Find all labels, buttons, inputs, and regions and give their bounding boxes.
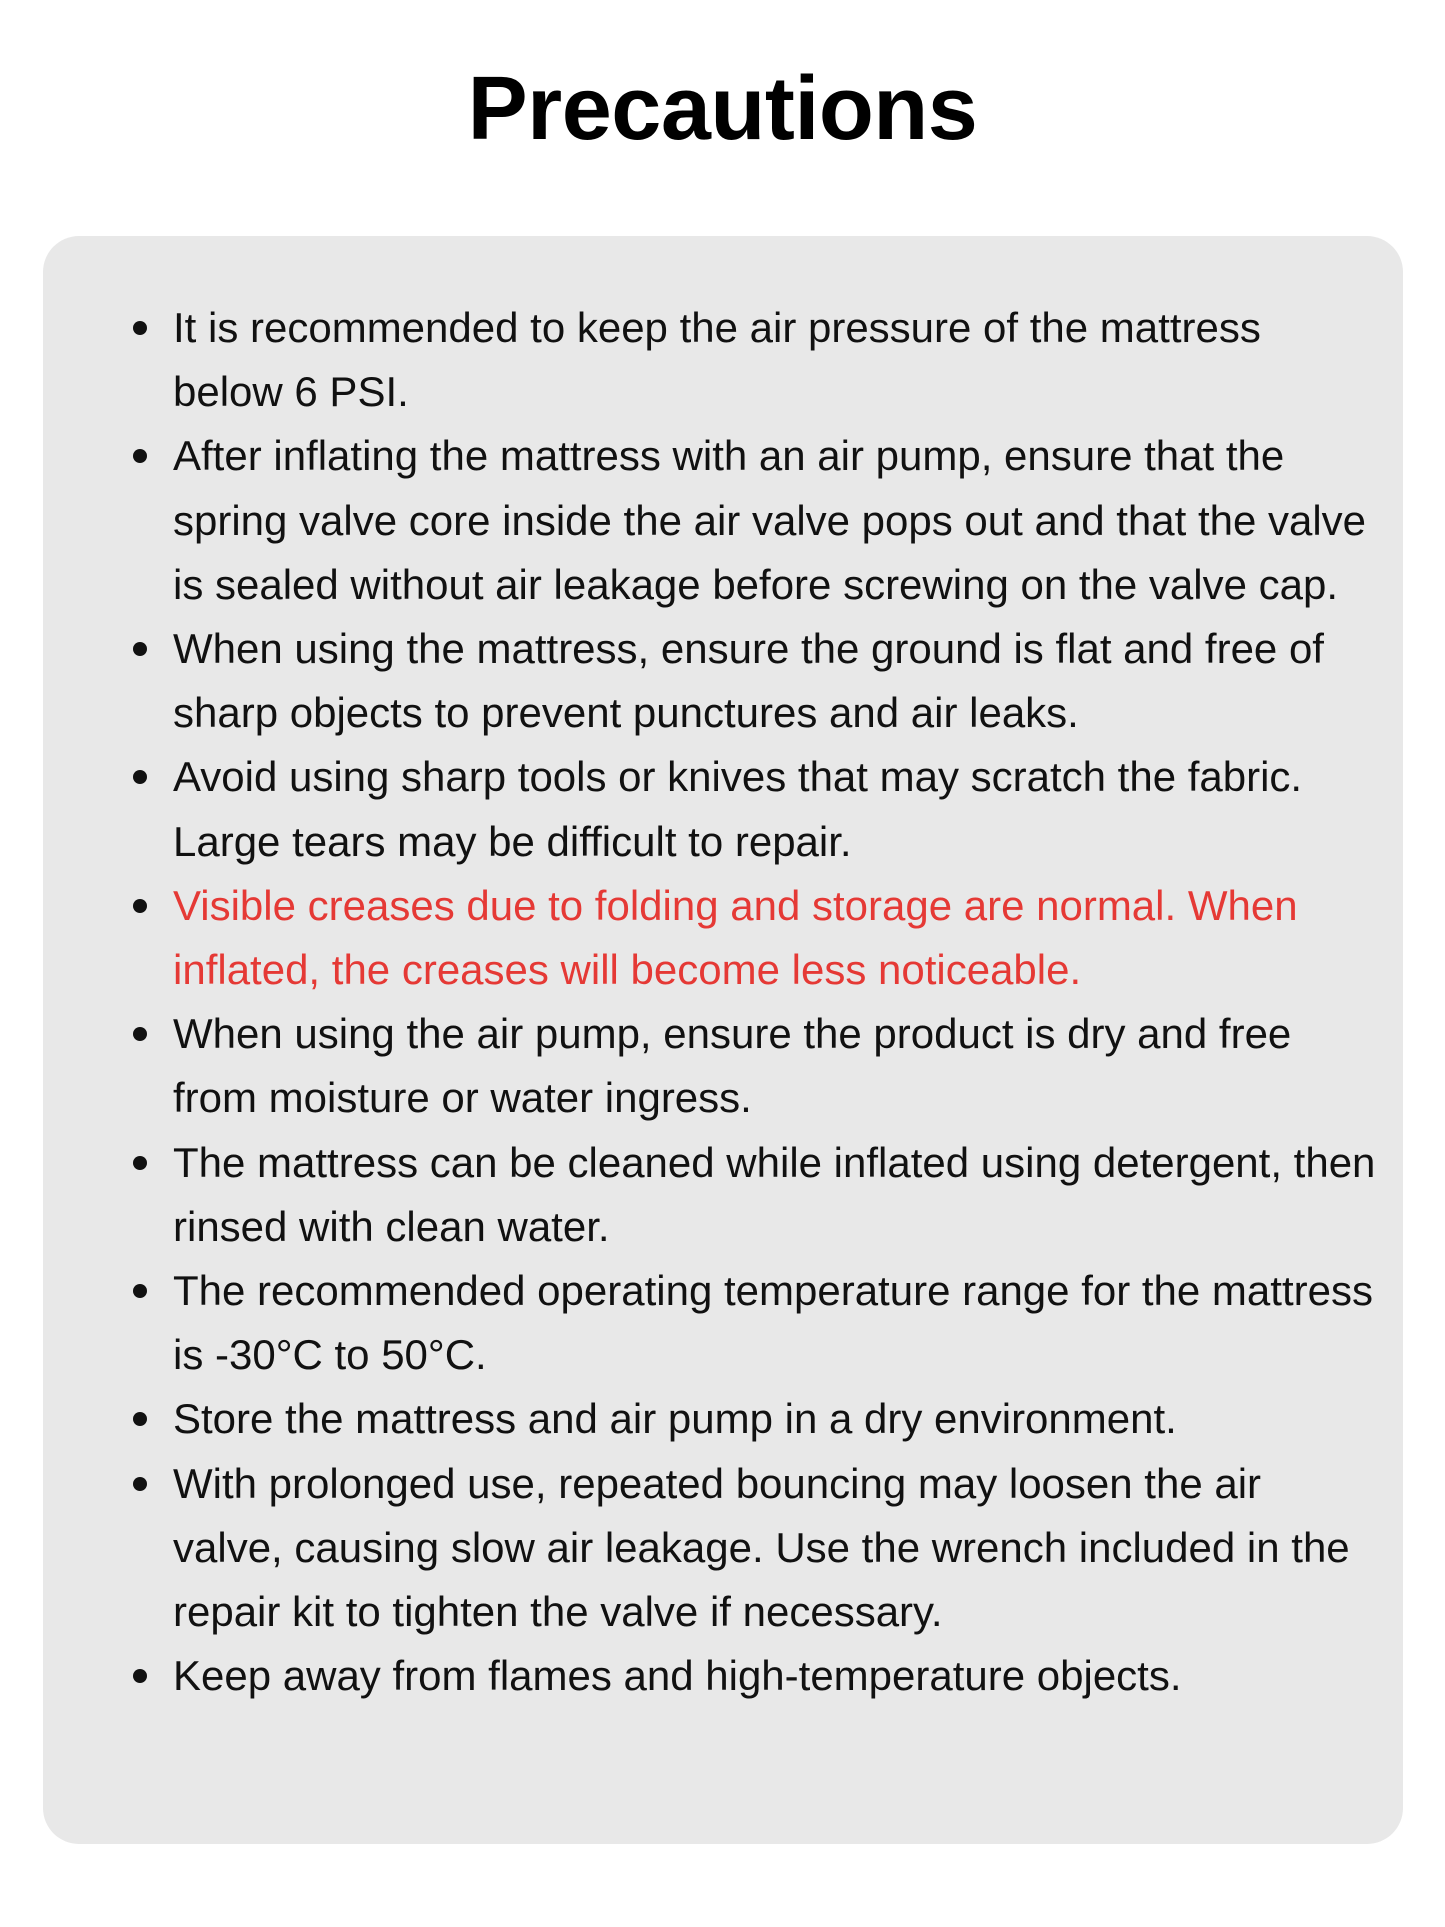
list-item-text: It is recommended to keep the air pressure of the mattress below 6 PSI. [173, 304, 1261, 416]
list-item [91, 1259, 1381, 1387]
list-item-text: When using the mattress, ensure the ground is flat and free of sharp objects to prevent punctures and air leaks. [173, 625, 1324, 737]
list-item-text: Keep away from flames and high-temperature objects. [173, 1652, 1182, 1700]
bullet-icon [133, 899, 147, 913]
list-item-highlighted [91, 874, 1381, 1002]
list-item [91, 1452, 1381, 1645]
list-item-text: When using the air pump, ensure the product is dry and free from moisture or water ingress. [173, 1010, 1292, 1122]
list-item-text: With prolonged use, repeated bouncing may loosen the air valve, causing slow air leakage. Use the wrench included in the repair kit to tighten the valve if necessary. [173, 1459, 1350, 1636]
bullet-icon [133, 1027, 147, 1041]
list-item-text: Avoid using sharp tools or knives that may scratch the fabric. Large tears may be difficult to repair. [173, 753, 1303, 865]
list-item [91, 424, 1381, 617]
list-item [91, 1131, 1381, 1259]
list-item [91, 1644, 1381, 1708]
list-item [91, 617, 1381, 745]
page-title: Precautions [467, 59, 978, 159]
precautions-list [91, 296, 1381, 1708]
bullet-icon [133, 321, 147, 335]
list-item [91, 1387, 1381, 1451]
bullet-icon [133, 1284, 147, 1298]
list-item-text: The recommended operating temperature range for the mattress is -30°C to 50°C. [173, 1267, 1373, 1379]
list-item-text: Visible creases due to folding and storage are normal. When inflated, the creases will become less noticeable. [173, 881, 1298, 994]
bullet-icon [133, 770, 147, 784]
list-item [91, 1002, 1381, 1130]
list-item-text: After inflating the mattress with an air pump, ensure that the spring valve core inside the air valve pops out and that the valve is sealed without air leakage before screwing on the valve cap. [173, 432, 1367, 608]
list-item-text: The mattress can be cleaned while inflated using detergent, then rinsed with clean water. [173, 1138, 1376, 1250]
bullet-icon [133, 1156, 147, 1170]
bullet-icon [133, 449, 147, 463]
list-item [91, 296, 1381, 424]
bullet-icon [133, 1669, 147, 1683]
bullet-icon [133, 1412, 147, 1426]
list-item-text: Store the mattress and air pump in a dry environment. [173, 1395, 1177, 1443]
bullet-icon [133, 1477, 147, 1491]
bullet-icon [133, 642, 147, 656]
list-item [91, 745, 1381, 873]
precautions-panel [43, 236, 1403, 1844]
